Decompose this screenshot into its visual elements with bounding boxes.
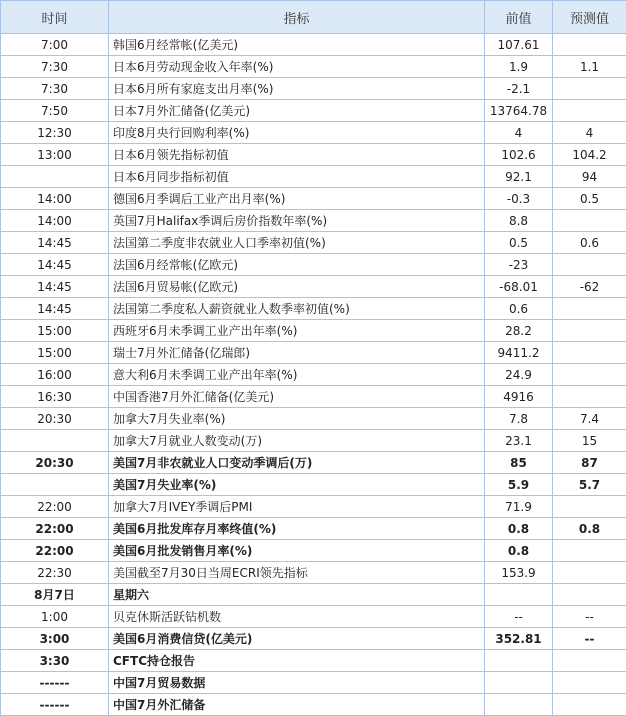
- table-row: [1, 628, 626, 650]
- indicator-cell: 印度8月央行回购利率(%): [109, 122, 485, 144]
- time-cell: [1, 474, 109, 496]
- table-row: [1, 672, 626, 694]
- previous-cell: 28.2: [485, 320, 553, 342]
- header-row: [1, 1, 626, 34]
- indicator-cell: 日本6月同步指标初值: [109, 166, 485, 188]
- indicator-cell: 美国6月消费信贷(亿美元): [109, 628, 485, 650]
- previous-cell: 1.9: [485, 56, 553, 78]
- table-row: [1, 188, 626, 210]
- forecast-cell: [553, 100, 626, 122]
- forecast-cell: [553, 584, 626, 606]
- table-row: [1, 320, 626, 342]
- indicator-cell: 法国6月经常帐(亿欧元): [109, 254, 485, 276]
- previous-cell: 85: [485, 452, 553, 474]
- time-cell: 14:00: [1, 210, 109, 232]
- previous-cell: [485, 584, 553, 606]
- time-cell: 14:45: [1, 254, 109, 276]
- time-cell: 20:30: [1, 408, 109, 430]
- table-row: [1, 276, 626, 298]
- forecast-cell: [553, 34, 626, 56]
- previous-cell: 0.5: [485, 232, 553, 254]
- table-row: [1, 364, 626, 386]
- previous-cell: -68.01: [485, 276, 553, 298]
- table-row: [1, 452, 626, 474]
- header-indicator: 指标: [109, 1, 485, 34]
- time-cell: 7:30: [1, 56, 109, 78]
- time-cell: [1, 166, 109, 188]
- time-cell: [1, 430, 109, 452]
- forecast-cell: [553, 672, 626, 694]
- table-row: [1, 254, 626, 276]
- indicator-cell: 法国第二季度非农就业人口季率初值(%): [109, 232, 485, 254]
- previous-cell: [485, 672, 553, 694]
- time-cell: ------: [1, 694, 109, 716]
- forecast-cell: --: [553, 628, 626, 650]
- forecast-cell: 0.8: [553, 518, 626, 540]
- indicator-cell: 法国6月贸易帐(亿欧元): [109, 276, 485, 298]
- previous-cell: 23.1: [485, 430, 553, 452]
- indicator-cell: 日本7月外汇储备(亿美元): [109, 100, 485, 122]
- time-cell: 3:00: [1, 628, 109, 650]
- table-row: [1, 562, 626, 584]
- previous-cell: [485, 650, 553, 672]
- table-row: [1, 232, 626, 254]
- indicator-cell: 加拿大7月失业率(%): [109, 408, 485, 430]
- table-row: [1, 496, 626, 518]
- forecast-cell: [553, 540, 626, 562]
- indicator-cell: 加拿大7月IVEY季调后PMI: [109, 496, 485, 518]
- forecast-cell: [553, 298, 626, 320]
- previous-cell: [485, 694, 553, 716]
- table-row: [1, 386, 626, 408]
- previous-cell: 0.8: [485, 518, 553, 540]
- forecast-cell: 0.6: [553, 232, 626, 254]
- indicator-cell: 贝克休斯活跃钻机数: [109, 606, 485, 628]
- previous-cell: 8.8: [485, 210, 553, 232]
- previous-cell: 5.9: [485, 474, 553, 496]
- forecast-cell: 0.5: [553, 188, 626, 210]
- previous-cell: 24.9: [485, 364, 553, 386]
- indicator-cell: 日本6月领先指标初值: [109, 144, 485, 166]
- time-cell: 14:45: [1, 232, 109, 254]
- forecast-cell: 87: [553, 452, 626, 474]
- time-cell: 20:30: [1, 452, 109, 474]
- previous-cell: 153.9: [485, 562, 553, 584]
- indicator-cell: 美国6月批发销售月率(%): [109, 540, 485, 562]
- previous-cell: 0.8: [485, 540, 553, 562]
- time-cell: 14:45: [1, 298, 109, 320]
- time-cell: 14:00: [1, 188, 109, 210]
- indicator-cell: 美国截至7月30日当周ECRI领先指标: [109, 562, 485, 584]
- indicator-cell: 日本6月所有家庭支出月率(%): [109, 78, 485, 100]
- time-cell: 22:00: [1, 540, 109, 562]
- table-row: [1, 650, 626, 672]
- previous-cell: 92.1: [485, 166, 553, 188]
- header-previous: 前值: [485, 1, 553, 34]
- time-cell: 15:00: [1, 342, 109, 364]
- table-header: [1, 1, 626, 34]
- header-time: 时间: [1, 1, 109, 34]
- indicator-cell: 美国6月批发库存月率终值(%): [109, 518, 485, 540]
- forecast-cell: [553, 342, 626, 364]
- indicator-cell: 美国7月非农就业人口变动季调后(万): [109, 452, 485, 474]
- table-row: [1, 78, 626, 100]
- table-row: [1, 100, 626, 122]
- time-cell: 1:00: [1, 606, 109, 628]
- indicator-cell: 法国第二季度私人薪资就业人数季率初值(%): [109, 298, 485, 320]
- time-cell: 13:00: [1, 144, 109, 166]
- forecast-cell: 104.2: [553, 144, 626, 166]
- header-forecast: 预测值: [553, 1, 626, 34]
- previous-cell: -2.1: [485, 78, 553, 100]
- table-row: [1, 144, 626, 166]
- time-cell: 22:30: [1, 562, 109, 584]
- table-row: [1, 166, 626, 188]
- table-row: [1, 342, 626, 364]
- forecast-cell: [553, 254, 626, 276]
- time-cell: 16:00: [1, 364, 109, 386]
- table-row: [1, 606, 626, 628]
- forecast-cell: 94: [553, 166, 626, 188]
- previous-cell: 102.6: [485, 144, 553, 166]
- indicator-cell: 日本6月劳动现金收入年率(%): [109, 56, 485, 78]
- previous-cell: 4: [485, 122, 553, 144]
- previous-cell: 0.6: [485, 298, 553, 320]
- forecast-cell: 15: [553, 430, 626, 452]
- forecast-cell: 5.7: [553, 474, 626, 496]
- previous-cell: -0.3: [485, 188, 553, 210]
- time-cell: 3:30: [1, 650, 109, 672]
- table-row: [1, 408, 626, 430]
- table-row: [1, 56, 626, 78]
- forecast-cell: --: [553, 606, 626, 628]
- indicator-cell: 中国香港7月外汇储备(亿美元): [109, 386, 485, 408]
- indicator-cell: 美国7月失业率(%): [109, 474, 485, 496]
- table-row: [1, 584, 626, 606]
- forecast-cell: 7.4: [553, 408, 626, 430]
- table-row: [1, 430, 626, 452]
- forecast-cell: [553, 694, 626, 716]
- indicator-cell: 加拿大7月就业人数变动(万): [109, 430, 485, 452]
- previous-cell: --: [485, 606, 553, 628]
- table-row: [1, 122, 626, 144]
- time-cell: 7:00: [1, 34, 109, 56]
- table-row: [1, 694, 626, 716]
- time-cell: 22:00: [1, 518, 109, 540]
- table-row: [1, 540, 626, 562]
- forecast-cell: [553, 364, 626, 386]
- time-cell: 15:00: [1, 320, 109, 342]
- indicator-cell: 中国7月外汇储备: [109, 694, 485, 716]
- forecast-cell: [553, 320, 626, 342]
- indicator-cell: 中国7月贸易数据: [109, 672, 485, 694]
- time-cell: 22:00: [1, 496, 109, 518]
- table-row: [1, 34, 626, 56]
- time-cell: 14:45: [1, 276, 109, 298]
- indicator-cell: 意大利6月未季调工业产出年率(%): [109, 364, 485, 386]
- table-row: [1, 474, 626, 496]
- table-body: [1, 34, 626, 716]
- previous-cell: 9411.2: [485, 342, 553, 364]
- indicator-cell: 星期六: [109, 584, 485, 606]
- previous-cell: -23: [485, 254, 553, 276]
- previous-cell: 4916: [485, 386, 553, 408]
- indicator-cell: 西班牙6月未季调工业产出年率(%): [109, 320, 485, 342]
- indicator-cell: 韩国6月经常帐(亿美元): [109, 34, 485, 56]
- time-cell: 12:30: [1, 122, 109, 144]
- table-row: [1, 210, 626, 232]
- indicator-cell: 英国7月Halifax季调后房价指数年率(%): [109, 210, 485, 232]
- forecast-cell: [553, 650, 626, 672]
- time-cell: 7:50: [1, 100, 109, 122]
- forecast-cell: -62: [553, 276, 626, 298]
- forecast-cell: 1.1: [553, 56, 626, 78]
- previous-cell: 13764.78: [485, 100, 553, 122]
- forecast-cell: [553, 496, 626, 518]
- previous-cell: 71.9: [485, 496, 553, 518]
- forecast-cell: 4: [553, 122, 626, 144]
- previous-cell: 352.81: [485, 628, 553, 650]
- table-row: [1, 298, 626, 320]
- time-cell: 7:30: [1, 78, 109, 100]
- time-cell: ------: [1, 672, 109, 694]
- table-row: [1, 518, 626, 540]
- forecast-cell: [553, 386, 626, 408]
- indicator-cell: 德国6月季调后工业产出月率(%): [109, 188, 485, 210]
- forecast-cell: [553, 210, 626, 232]
- time-cell: 16:30: [1, 386, 109, 408]
- time-cell: 8月7日: [1, 584, 109, 606]
- forecast-cell: [553, 78, 626, 100]
- previous-cell: 107.61: [485, 34, 553, 56]
- forecast-cell: [553, 562, 626, 584]
- indicator-cell: CFTC持仓报告: [109, 650, 485, 672]
- previous-cell: 7.8: [485, 408, 553, 430]
- indicator-cell: 瑞士7月外汇储备(亿瑞郎): [109, 342, 485, 364]
